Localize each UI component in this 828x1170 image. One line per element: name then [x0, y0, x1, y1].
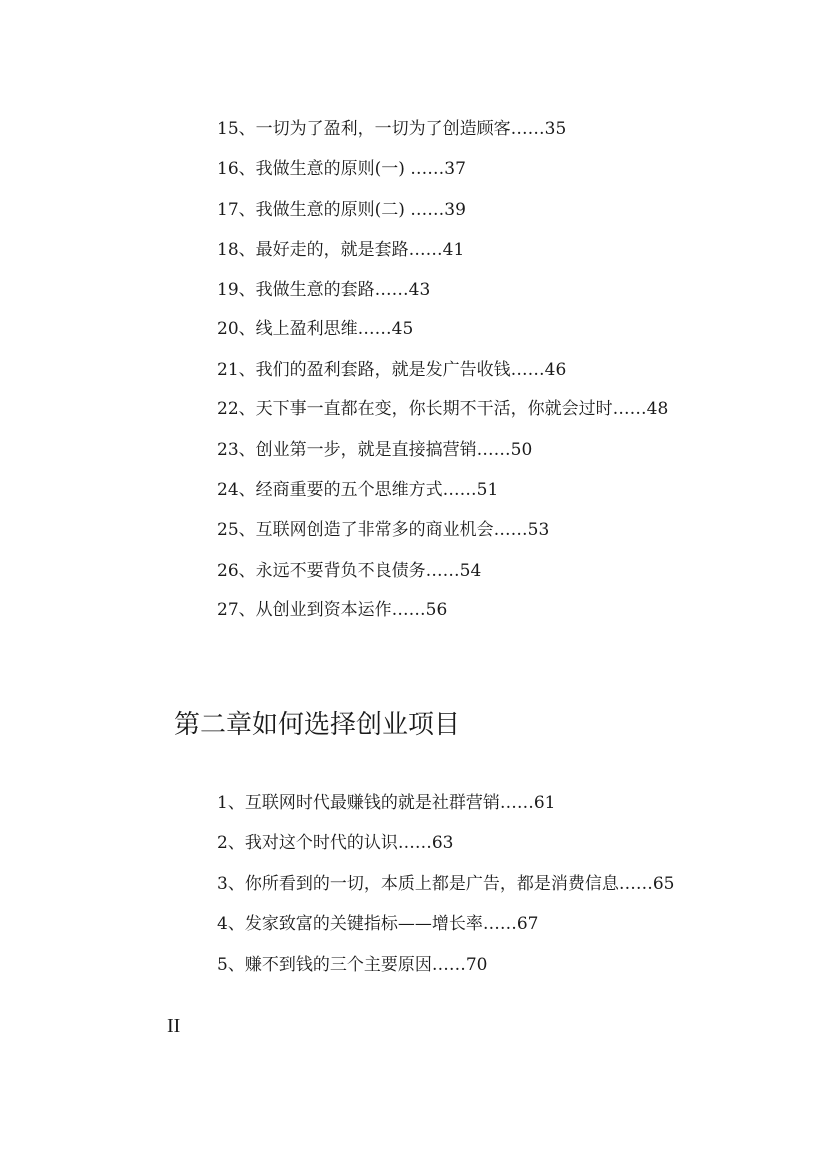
toc-entry-19[interactable]: 19、我做生意的套路……43: [217, 280, 431, 300]
toc-entry-21[interactable]: 21、我们的盈利套路，就是发广告收钱……46: [217, 360, 567, 380]
toc-entry-26[interactable]: 26、永远不要背负不良债务……54: [217, 561, 482, 581]
page-number: II: [167, 1015, 181, 1037]
toc-entry-23[interactable]: 23、创业第一步，就是直接搞营销……50: [217, 440, 533, 460]
toc-entry-16[interactable]: 16、我做生意的原则(一) ……37: [217, 159, 466, 179]
toc-entry-ch2-5[interactable]: 5、赚不到钱的三个主要原因……70: [217, 955, 488, 975]
toc-entry-27[interactable]: 27、从创业到资本运作……56: [217, 600, 448, 620]
toc-entry-20[interactable]: 20、线上盈利思维……45: [217, 319, 414, 339]
toc-entry-ch2-4[interactable]: 4、发家致富的关键指标——增长率……67: [217, 914, 539, 934]
toc-entry-ch2-3[interactable]: 3、你所看到的一切，本质上都是广告，都是消费信息……65: [217, 874, 675, 894]
toc-entry-18[interactable]: 18、最好走的，就是套路……41: [217, 240, 465, 260]
toc-entry-24[interactable]: 24、经商重要的五个思维方式……51: [217, 480, 499, 500]
chapter-two-title[interactable]: 第二章如何选择创业项目: [174, 710, 461, 740]
toc-entry-15[interactable]: 15、一切为了盈利，一切为了创造顾客……35: [217, 119, 567, 139]
toc-entry-25[interactable]: 25、互联网创造了非常多的商业机会……53: [217, 520, 550, 540]
toc-entry-22[interactable]: 22、天下事一直都在变，你长期不干活，你就会过时……48: [217, 399, 669, 419]
toc-entry-17[interactable]: 17、我做生意的原则(二) ……39: [217, 200, 466, 220]
toc-entry-ch2-2[interactable]: 2、我对这个时代的认识……63: [217, 833, 454, 853]
toc-entry-ch2-1[interactable]: 1、互联网时代最赚钱的就是社群营销……61: [217, 793, 556, 813]
